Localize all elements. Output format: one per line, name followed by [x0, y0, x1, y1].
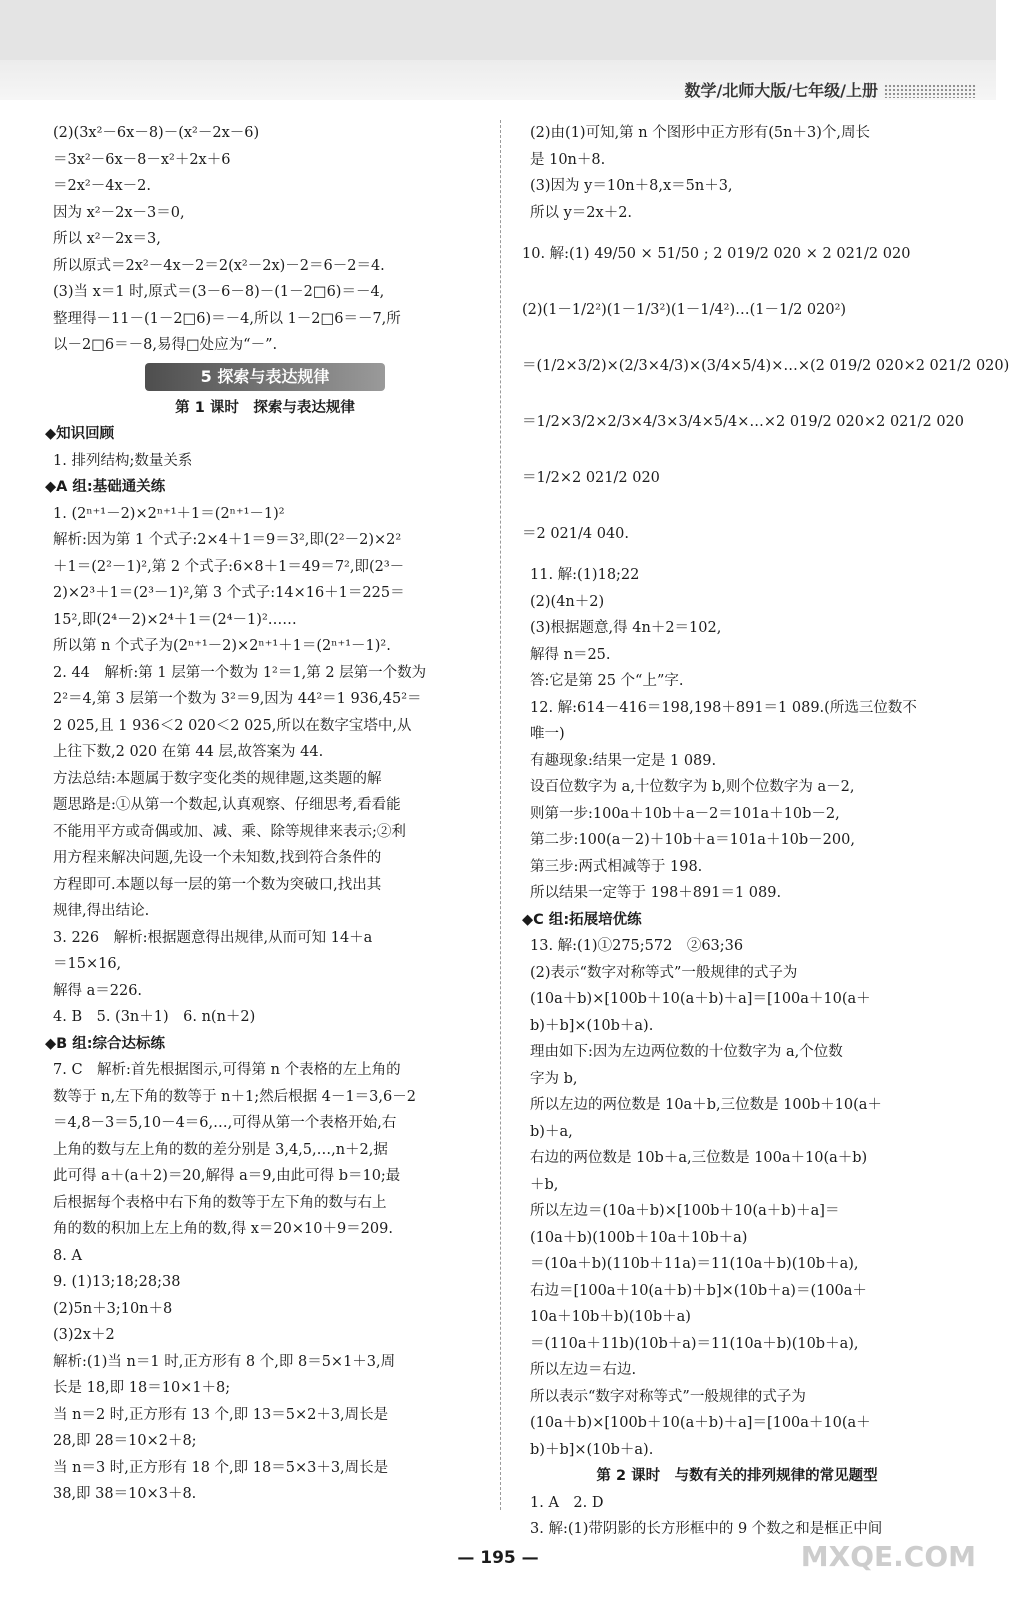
text-line: 所以 y＝2x＋2.	[530, 204, 633, 221]
watermark-logo: MXQE.COM	[800, 1540, 976, 1573]
text-line: b)＋b]×(10b＋a).	[530, 1441, 654, 1458]
text-line: 不能用平方或奇偶或加、减、乘、除等规律来表示;②利	[53, 823, 406, 840]
text-line: 7. C 解析:首先根据图示,可得第 n 个表格的左上角的	[53, 1062, 401, 1078]
text-line: 解得 n＝25.	[530, 646, 611, 663]
text-line: 右边的两位数是 10b＋a,三位数是 100a＋10(a＋b)	[530, 1150, 868, 1166]
text-line: 所以左边＝右边.	[530, 1362, 637, 1378]
text-line: (2)(3x²－6x－8)－(x²－2x－6)	[53, 125, 260, 141]
text-line: 有趣现象:结果一定是 1 089.	[530, 752, 717, 769]
text-line: ＝(10a＋b)(110b＋11a)＝11(10a＋b)(10b＋a),	[530, 1256, 859, 1272]
text-line: 规律,得出结论.	[53, 903, 150, 919]
text-line: 28,即 28＝10×2＋8;	[53, 1433, 197, 1449]
text-line: 则第一步:100a＋10b＋a－2＝101a＋10b－2,	[530, 805, 840, 822]
text-line: ＝2 021/4 040.	[522, 526, 630, 542]
text-line: (3)当 x＝1 时,原式＝(3－6－8)－(1－2□6)＝－4,	[53, 284, 385, 300]
text-line: 3. 解:(1)带阴影的长方形框中的 9 个数之和是框正中间	[530, 1521, 883, 1537]
text-line: 此可得 a＋(a＋2)＝20,解得 a＝9,由此可得 b＝10;最	[53, 1168, 401, 1184]
text-line: 9. (1)13;18;28;38	[53, 1274, 181, 1290]
text-line: ＝(110a＋11b)(10b＋a)＝11(10a＋b)(10b＋a),	[530, 1335, 859, 1352]
header-band	[0, 0, 996, 60]
text-line: 2 025,且 1 936＜2 020＜2 025,所以在数字宝塔中,从	[53, 717, 412, 734]
text-line: 所以结果一定等于 198＋891＝1 089.	[530, 885, 782, 901]
text-line: 设百位数字为 a,十位数字为 b,则个位数字为 a－2,	[530, 779, 855, 795]
text-line: 所以左边的两位数是 10a＋b,三位数是 100b＋10(a＋	[530, 1097, 882, 1113]
text-line: 字为 b,	[530, 1070, 578, 1087]
text-line: ＝(1/2×3/2)×(2/3×4/3)×(3/4×5/4)×…×(2 019/2 020×2 021/2 020)	[522, 358, 1009, 374]
book-title: 数学/北师大版/七年级/上册	[684, 81, 878, 100]
section-a-heading: ◆A 组:基础通关练	[45, 479, 166, 495]
text-line: 用方程来解决问题,先设一个未知数,找到符合条件的	[53, 850, 382, 866]
text-line: 11. 解:(1)18;22	[530, 567, 640, 583]
text-line: ＋b,	[530, 1176, 559, 1193]
text-line: 15²,即(2⁴－2)×2⁴＋1＝(2⁴－1)²……	[53, 611, 297, 628]
text-line: 所以原式＝2x²－4x－2＝2(x²－2x)－2＝6－2＝4.	[53, 257, 385, 274]
left-top-block	[45, 120, 485, 359]
text-line: 所以 x²－2x＝3,	[53, 231, 161, 247]
section-review-heading: ◆知识回顾	[45, 426, 115, 442]
text-line: 是 10n＋8.	[530, 151, 606, 168]
text-line: 3. 226 解析:根据题意得出规律,从而可知 14＋a	[53, 929, 373, 946]
text-line: (2)5n＋3;10n＋8	[53, 1300, 173, 1317]
lesson-title-1: 第 1 课时 探索与表达规律	[175, 399, 355, 416]
q10-block	[522, 226, 1009, 562]
section-c-block	[522, 933, 952, 1463]
text-line: ＝4,8－3＝5,10－4＝6,…,可得从第一个表格开始,右	[53, 1115, 397, 1131]
right-end-block	[522, 1490, 952, 1543]
text-line: 长是 18,即 18＝10×1＋8;	[53, 1380, 231, 1396]
text-line: 所以左边＝(10a＋b)×[100b＋10(a＋b)＋a]＝	[530, 1203, 840, 1219]
text-line: 所以第 n 个式子为(2ⁿ⁺¹－2)×2ⁿ⁺¹＋1＝(2ⁿ⁺¹－1)².	[53, 638, 391, 654]
left-column	[45, 120, 485, 1508]
text-line: 第二步:100(a－2)＋10b＋a＝101a＋10b－200,	[530, 832, 855, 848]
text-line: 解得 a＝226.	[53, 982, 143, 999]
text-line: ＝1/2×2 021/2 020	[522, 470, 660, 486]
text-line: 解析:(1)当 n＝1 时,正方形有 8 个,即 8＝5×1＋3,周	[53, 1353, 396, 1370]
text-line: 8. A	[53, 1247, 82, 1264]
text-line: (10a＋b)×[100b＋10(a＋b)＋a]＝[100a＋10(a＋	[530, 1415, 871, 1431]
section-banner-wrap	[45, 359, 485, 395]
text-line: (3)2x＋2	[53, 1327, 115, 1343]
text-line: (10a＋b)(100b＋10a＋10b＋a)	[530, 1229, 748, 1246]
text-line: 数等于 n,左下角的数等于 n＋1;然后根据 4－1＝3,6－2	[53, 1088, 416, 1105]
text-line: 当 n＝2 时,正方形有 13 个,即 13＝5×2＋3,周长是	[53, 1406, 389, 1423]
text-line: 后根据每个表格中右下角的数等于左下角的数与右上	[53, 1194, 387, 1211]
page-number: — 195 —	[457, 1548, 539, 1568]
text-line: ＋1＝(2²－1)²,第 2 个式子:6×8＋1＝49＝7²,即(2³－	[53, 558, 405, 575]
text-line: (3)根据题意,得 4n＋2＝102,	[530, 620, 722, 636]
text-line: (2)由(1)可知,第 n 个图形中正方形有(5n＋3)个,周长	[530, 125, 870, 141]
text-line: 第三步:两式相减等于 198.	[530, 858, 703, 875]
text-line: (10a＋b)×[100b＋10(a＋b)＋a]＝[100a＋10(a＋	[530, 991, 871, 1007]
text-line: ＝1/2×3/2×2/3×4/3×3/4×5/4×…×2 019/2 020×2 021/2 020	[522, 414, 965, 430]
section-b-heading: ◆B 组:综合达标练	[45, 1035, 166, 1052]
text-line: 唯一)	[530, 726, 565, 742]
text-line: 方程即可.本题以每一层的第一个数为突破口,找出其	[53, 876, 382, 893]
column-divider	[500, 120, 501, 1510]
text-line: 以－2□6＝－8,易得□处应为“－”.	[53, 337, 278, 353]
text-line: 题思路是:①从第一个数起,认真观察、仔细思考,看看能	[53, 797, 401, 813]
text-line: 12. 解:614－416＝198,198＋891＝1 089.(所选三位数不	[530, 699, 917, 716]
text-line: 2²＝4,第 3 层第一个数为 3²＝9,因为 44²＝1 936,45²＝	[53, 691, 422, 707]
text-line: 13. 解:(1)①275;572 ②63;36	[530, 938, 744, 954]
lesson-title-2: 第 2 课时 与数有关的排列规律的常见题型	[596, 1468, 878, 1484]
text-line: 1. 排列结构;数量关系	[53, 452, 193, 469]
text-line: 4. B 5. (3n＋1) 6. n(n＋2)	[53, 1009, 256, 1025]
text-line: (2)表示“数字对称等式”一般规律的式子为	[530, 964, 798, 981]
text-line: 方法总结:本题属于数字变化类的规律题,这类题的解	[53, 770, 382, 787]
right-column	[522, 120, 1009, 1543]
text-line: ＝15×16,	[53, 956, 122, 972]
text-line: 10. 解:(1) 49/50 × 51/50 ; 2 019/2 020 × 2 021/2 020	[522, 246, 911, 262]
text-line: 当 n＝3 时,正方形有 18 个,即 18＝5×3＋3,周长是	[53, 1459, 389, 1476]
text-line: 2)×2³＋1＝(2³－1)²,第 3 个式子:14×16＋1＝225＝	[53, 585, 405, 601]
text-line: 1. A 2. D	[530, 1494, 604, 1511]
text-line: 1. (2ⁿ⁺¹－2)×2ⁿ⁺¹＋1＝(2ⁿ⁺¹－1)²	[53, 505, 285, 522]
text-line: 答:它是第 25 个“上”字.	[530, 673, 684, 689]
text-line: (2)(1－1/2²)(1－1/3²)(1－1/4²)…(1－1/2 020²)	[522, 302, 847, 318]
text-line: 2. 44 解析:第 1 层第一个数为 1²＝1,第 2 层第一个数为	[53, 664, 427, 681]
text-line: 10a＋10b＋b)(10b＋a)	[530, 1309, 691, 1325]
section-b-block	[45, 1057, 485, 1508]
section-banner: 5 探索与表达规律	[145, 363, 385, 391]
section-a-block	[45, 501, 485, 1031]
text-line: 理由如下:因为左边两位数的十位数字为 a,个位数	[530, 1044, 843, 1060]
text-line: 右边＝[100a＋10(a＋b)＋b]×(10b＋a)＝(100a＋	[530, 1282, 867, 1299]
review-block	[45, 448, 485, 475]
text-line: b)＋b]×(10b＋a).	[530, 1017, 654, 1034]
text-line: 38,即 38＝10×3＋8.	[53, 1486, 197, 1502]
text-line: ＝2x²－4x－2.	[53, 178, 151, 194]
text-line: (3)因为 y＝10n＋8,x＝5n＋3,	[530, 178, 733, 194]
text-line: 因为 x²－2x－3＝0,	[53, 204, 185, 221]
right-top-block	[522, 120, 952, 226]
text-line: 解析:因为第 1 个式子:2×4＋1＝9＝3²,即(2²－2)×2²	[53, 532, 402, 548]
text-line: b)＋a,	[530, 1123, 573, 1140]
header-dot-pattern	[884, 84, 976, 98]
text-line: 所以表示“数字对称等式”一般规律的式子为	[530, 1388, 806, 1405]
text-line: 上往下数,2 020 在第 44 层,故答案为 44.	[53, 744, 324, 760]
right-mid-block	[522, 562, 952, 907]
text-line: 角的数的积加上左上角的数,得 x＝20×10＋9＝209.	[53, 1221, 393, 1237]
text-line: 上角的数与左上角的数的差分别是 3,4,5,…,n＋2,据	[53, 1141, 388, 1158]
text-line: 整理得－11－(1－2□6)＝－4,所以 1－2□6＝－7,所	[53, 310, 401, 327]
text-line: ＝3x²－6x－8－x²＋2x＋6	[53, 151, 231, 168]
text-line: (2)(4n＋2)	[530, 593, 605, 610]
section-c-heading: ◆C 组:拓展培优练	[522, 911, 642, 928]
